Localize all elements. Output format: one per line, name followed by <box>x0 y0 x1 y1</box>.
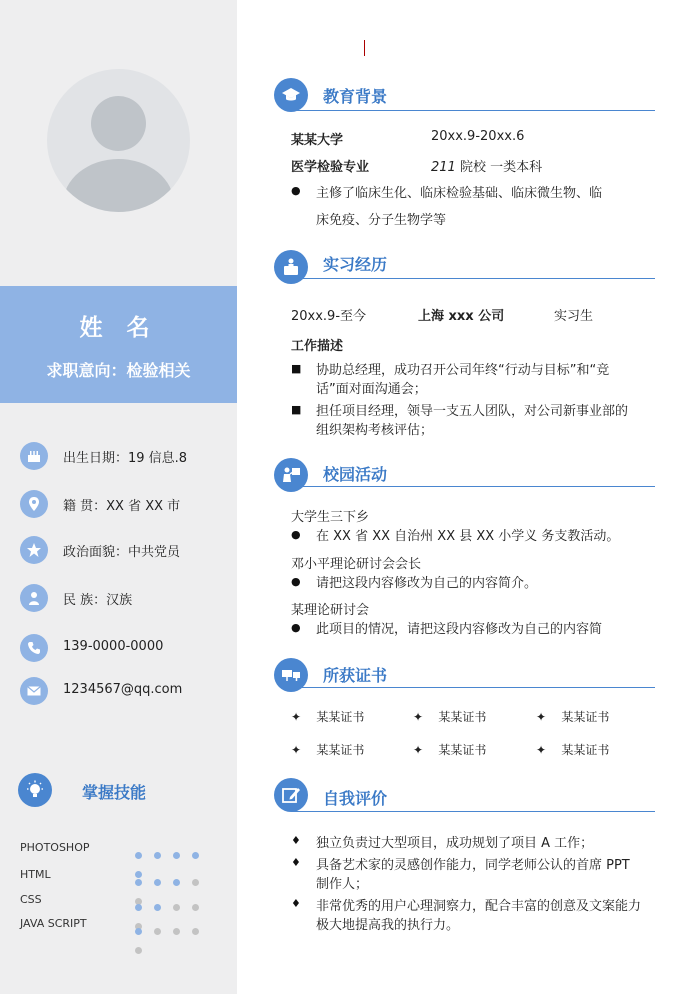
self-eval-title[interactable]: 自我评价 <box>323 789 388 808</box>
tier-text: 院校 一类本科 <box>459 160 543 175</box>
activity-1-title[interactable]: 大学生三下乡 <box>291 510 370 525</box>
sparkle-bullet: ✦ <box>291 710 302 724</box>
work-item-1-line-2[interactable]: 话”面对面沟通会； <box>316 382 427 397</box>
self-eval-divider <box>291 811 655 812</box>
name-text[interactable]: 姓 名 <box>79 315 158 341</box>
cert-name: 某某证书 <box>316 710 365 724</box>
email-text[interactable]: 1234567@qq.com <box>63 682 183 697</box>
skill-row-html <box>20 868 220 882</box>
campus-divider <box>291 486 655 487</box>
sparkle-bullet: ✦ <box>413 743 424 757</box>
skill-dot-filled <box>135 928 142 935</box>
political-text[interactable]: 政治面貌：中共党员 <box>63 545 181 560</box>
skills-title[interactable]: 掌握技能 <box>82 783 147 802</box>
mail-icon <box>20 677 48 705</box>
skill-dot-empty <box>192 928 199 935</box>
eval-item-3-line-2[interactable]: 极大地提高我的执行力。 <box>316 918 460 933</box>
school-name[interactable]: 某某大学 <box>291 133 344 148</box>
job-intent-text[interactable]: 求职意向：检验相关 <box>46 361 191 380</box>
work-item-1-line-1[interactable]: 协助总经理，成功召开公司年终“行动与目标”和“竞 <box>316 363 610 378</box>
person-icon <box>20 584 48 612</box>
birthdate-text[interactable]: 出生日期：19 信息.8 <box>63 451 188 466</box>
cert-item[interactable] <box>291 741 364 758</box>
diamond-bullet: ♦ <box>291 897 301 910</box>
location-pin-icon <box>20 490 48 518</box>
sparkle-bullet: ✦ <box>536 710 547 724</box>
text-cursor <box>364 40 367 56</box>
cert-name: 某某证书 <box>438 710 487 724</box>
cert-item[interactable] <box>536 741 609 758</box>
eval-item-3-line-1[interactable]: 非常优秀的用户心理洞察力，配合丰富的创意及文案能力 <box>316 899 642 914</box>
name-banner <box>0 286 237 403</box>
skill-name[interactable]: JAVA SCRIPT <box>20 917 87 930</box>
skill-dot-empty <box>173 928 180 935</box>
courses-line-2[interactable]: 床免疫、分子生物学等 <box>316 213 447 228</box>
cert-item[interactable] <box>291 708 364 725</box>
skill-dot-filled <box>192 852 199 859</box>
internship-company[interactable]: 上海 xxx 公司 <box>418 309 505 324</box>
sparkle-bullet: ✦ <box>536 743 547 757</box>
skill-dot-empty <box>192 904 199 911</box>
skill-dot-empty <box>192 879 199 886</box>
ethnicity-text[interactable]: 民 族：汉族 <box>63 593 133 608</box>
major-name[interactable]: 医学检验专业 <box>291 160 370 175</box>
eval-item-2-line-2[interactable]: 制作人； <box>316 877 369 892</box>
sparkle-bullet: ✦ <box>291 743 302 757</box>
info-political <box>20 536 230 564</box>
internship-title[interactable]: 实习经历 <box>323 255 388 274</box>
internship-role[interactable]: 实习生 <box>554 309 594 324</box>
certs-divider <box>291 687 655 688</box>
cert-item[interactable] <box>536 708 609 725</box>
avatar-head <box>91 96 146 151</box>
diamond-bullet: ♦ <box>291 834 301 847</box>
edit-icon <box>274 778 308 812</box>
skill-dot-filled <box>135 852 142 859</box>
bullet-dot: ● <box>291 184 301 197</box>
activity-2-desc[interactable]: 请把这段内容修改为自己的内容简介。 <box>316 576 538 591</box>
bullet-dot: ● <box>291 621 301 634</box>
skill-name[interactable]: PHOTOSHOP <box>20 841 90 854</box>
internship-divider <box>291 278 655 279</box>
skill-dot-empty <box>173 904 180 911</box>
avatar-placeholder[interactable] <box>47 69 190 212</box>
skill-row-photoshop <box>20 841 220 855</box>
cert-item[interactable] <box>413 708 486 725</box>
skill-dot-filled <box>154 852 161 859</box>
eval-item-2-line-1[interactable]: 具备艺术家的灵感创作能力，同学老师公认的首席 PPT <box>316 858 630 873</box>
lightbulb-icon <box>18 773 52 807</box>
school-tier[interactable] <box>431 156 542 175</box>
info-phone <box>20 634 230 662</box>
graduation-cap-icon <box>274 78 308 112</box>
avatar-body <box>63 159 174 212</box>
info-ethnicity <box>20 584 230 612</box>
bullet-square: ■ <box>291 403 302 416</box>
bullet-dot: ● <box>291 528 301 541</box>
activity-3-desc[interactable]: 此项目的情况，请把这段内容修改为自己的内容简 <box>316 622 603 637</box>
cert-name: 某某证书 <box>438 743 487 757</box>
skill-level-dots <box>135 920 220 958</box>
sparkle-bullet: ✦ <box>413 710 424 724</box>
info-email <box>20 677 230 705</box>
cake-icon <box>20 442 48 470</box>
campus-title[interactable]: 校园活动 <box>323 465 388 484</box>
eval-item-1[interactable]: 独立负责过大型项目，成功规划了项目 A 工作； <box>316 836 594 851</box>
skill-dot-empty <box>154 928 161 935</box>
info-hometown <box>20 490 230 518</box>
activity-2-title[interactable]: 邓小平理论研讨会会长 <box>291 557 422 572</box>
skill-row-css <box>20 893 220 907</box>
cert-name: 某某证书 <box>316 743 365 757</box>
skill-name[interactable]: HTML <box>20 868 51 881</box>
skill-dot-filled <box>154 904 161 911</box>
skill-dot-filled <box>135 879 142 886</box>
skill-dot-filled <box>173 852 180 859</box>
education-divider <box>291 110 655 111</box>
star-icon <box>20 536 48 564</box>
courses-line-1[interactable]: 主修了临床生化、临床检验基础、临床微生物、临 <box>316 186 603 201</box>
skill-dot-filled <box>154 879 161 886</box>
work-item-2-line-2[interactable]: 组织架构考核评估； <box>316 423 434 438</box>
skill-dot-filled <box>173 879 180 886</box>
education-date[interactable]: 20xx.9-20xx.6 <box>431 129 525 144</box>
tier-prefix: 211 <box>431 160 456 175</box>
diamond-bullet: ♦ <box>291 856 301 869</box>
phone-icon <box>20 634 48 662</box>
cert-name: 某某证书 <box>561 743 610 757</box>
work-desc-title[interactable]: 工作描述 <box>291 339 344 354</box>
bullet-square: ■ <box>291 362 302 375</box>
activity-1-desc[interactable]: 在 XX 省 XX 自治州 XX 县 XX 小学义 务支教活动。 <box>316 529 620 544</box>
skill-dot-filled <box>135 904 142 911</box>
skill-name[interactable]: CSS <box>20 893 42 906</box>
skill-dot-empty <box>135 947 142 954</box>
cert-item[interactable] <box>413 741 486 758</box>
activity-3-title[interactable]: 某理论研讨会 <box>291 603 370 618</box>
skill-row-javascript <box>20 917 220 931</box>
hometown-text[interactable]: 籍 贯：XX 省 XX 市 <box>63 499 181 514</box>
bullet-dot: ● <box>291 575 301 588</box>
info-birthdate <box>20 442 230 470</box>
internship-date[interactable]: 20xx.9-至今 <box>291 309 367 324</box>
education-title[interactable]: 教育背景 <box>323 87 388 106</box>
work-item-2-line-1[interactable]: 担任项目经理，领导一支五人团队，对公司新事业部的 <box>316 404 629 419</box>
cert-name: 某某证书 <box>561 710 610 724</box>
phone-text[interactable]: 139-0000-0000 <box>63 639 164 654</box>
certs-title[interactable]: 所获证书 <box>323 666 388 685</box>
